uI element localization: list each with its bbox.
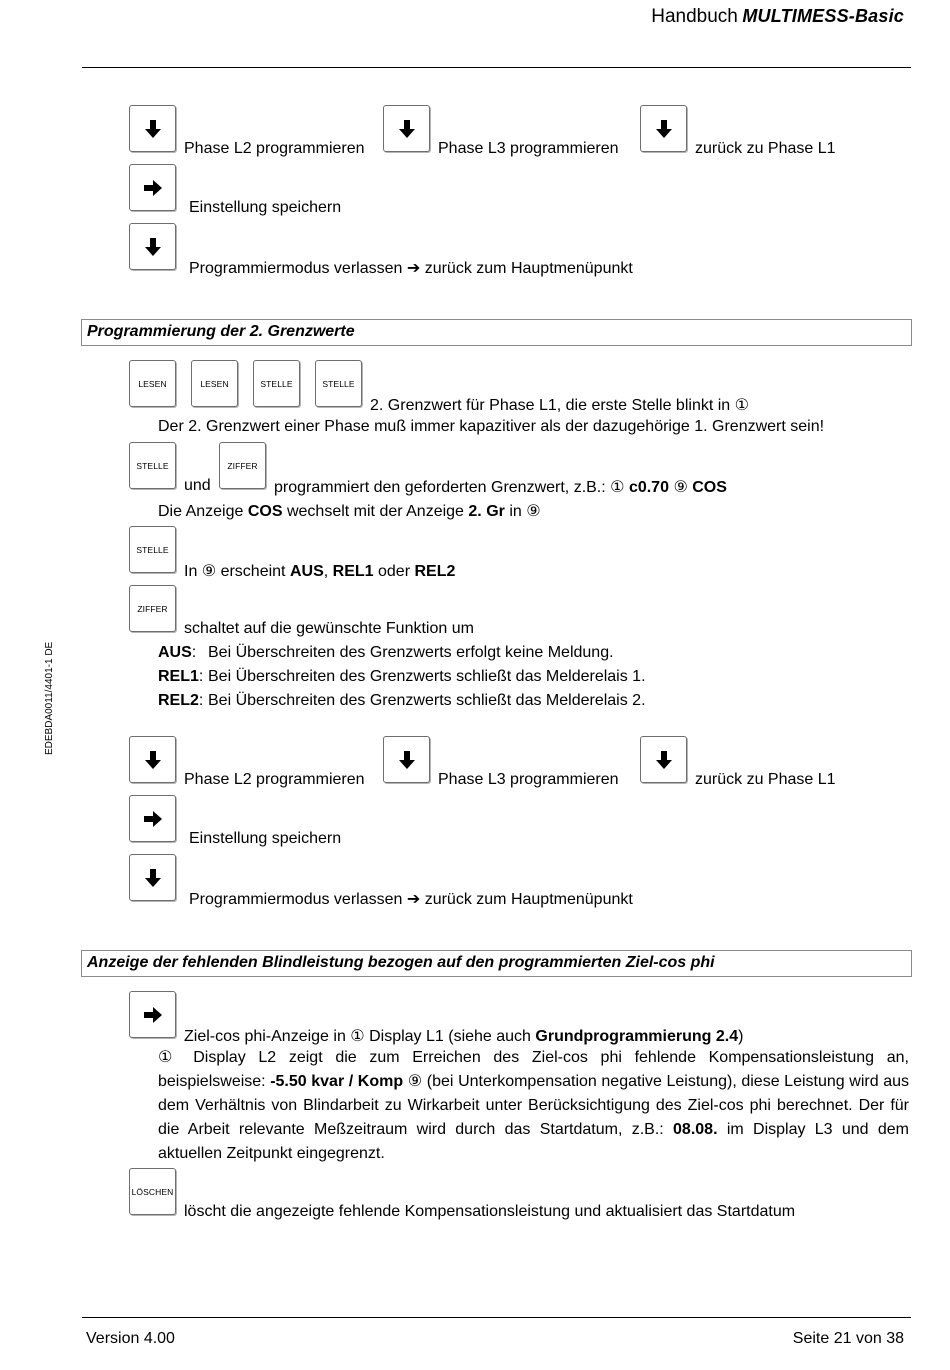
down-arrow-key [129,105,176,152]
document-code: EDEBDA0011/4401-1 DE [44,641,55,755]
save-text: Einstellung speichern [189,830,342,847]
key-label: STELLE [322,378,355,389]
option-rel1 [158,668,203,686]
footer-version: Version 4.00 [86,1330,175,1347]
down-arrow-key [640,105,687,152]
phase-l2-text: Phase L2 programmieren [184,771,365,788]
description-value: -5.50 kvar / Komp [270,1073,404,1090]
description-date: 08.08. [673,1121,718,1138]
program-text [274,477,727,497]
in9-text [184,561,455,581]
section-header [81,319,912,346]
exit-text: Programmiermodus verlassen ➔ zurück zum Hauptmenüpunkt [189,260,633,277]
key-label: STELLE [136,544,169,555]
down-arrow-icon [655,750,673,770]
key-label: LÖSCHEN [131,1186,174,1197]
back-l1-text: zurück zu Phase L1 [695,771,836,788]
right-arrow-key [129,164,176,211]
page-header [651,6,904,28]
stelle-key [315,360,362,407]
key-label: LESEN [138,378,167,389]
program-pre: programmiert den geforderten Grenzwert, z.B.: ① [274,479,625,496]
footer-rule [82,1317,911,1318]
ziel-cos-post: ) [738,1028,744,1045]
down-arrow-key [129,854,176,901]
section-title: Anzeige der fehlenden Blindleistung bezogen auf den programmierten Ziel-cos phi [87,954,715,971]
description-part: ⑨ (bei Unterkompensation negative Leistung), diese Leistung wird aus dem Verhältnis von Blindarbeit zu Wirkarbeit unter Berücksichtigung des Ziel-cos phi berechnet. Der für die Arbeit relevante Meßzeitraum wird durch das Startdatum, z.B.: [158,1073,909,1138]
display-cos: COS [247,503,283,520]
down-arrow-icon [144,119,162,139]
key-label: LESEN [200,378,229,389]
option-rel1-text: Bei Überschreiten des Grenzwerts schließt das Melderelais 1. [208,668,646,685]
option-key: REL2 [158,692,199,709]
in9-pre: In ⑨ erscheint [184,563,286,580]
option-key: AUS [158,644,192,661]
in9-sep: , [323,563,329,580]
option-aus-text: Bei Überschreiten des Grenzwerts erfolgt keine Meldung. [208,644,614,661]
description-part: im Display L3 und dem aktuellen Zeitpunkt eingegrenzt. [158,1121,909,1162]
stelle-key [253,360,300,407]
header-product: MULTIMESS-Basic [742,6,904,26]
header-rule [82,67,911,68]
section-title: Programmierung der 2. Grenzwerte [87,323,355,340]
key-label: STELLE [136,460,169,471]
display-gr: 2. Gr [468,503,505,520]
right-arrow-icon [143,179,163,197]
description-paragraph [158,1046,909,1166]
display-text [158,501,541,521]
phase-l3-text: Phase L3 programmieren [438,771,619,788]
program-mid: ⑨ [673,479,688,496]
in9-aus: AUS [289,563,324,580]
footer-page: Seite 21 von 38 [792,1330,904,1347]
ziel-cos-ref: Grundprogrammierung 2.4 [535,1028,739,1045]
key-label: ZIFFER [137,603,168,614]
down-arrow-icon [144,750,162,770]
option-rel2 [158,692,203,710]
program-value: c0.70 [628,479,669,496]
option-rel2-text: Bei Überschreiten des Grenzwerts schließt das Melderelais 2. [208,692,646,709]
down-arrow-key [129,223,176,270]
rule-text: Der 2. Grenzwert einer Phase muß immer kapazitiver als der dazugehörige 1. Grenzwert sein! [158,418,825,435]
save-text: Einstellung speichern [189,199,342,216]
option-colon: : [191,644,197,661]
option-colon: : [198,668,204,685]
phase-l2-text: Phase L2 programmieren [184,140,365,157]
down-arrow-key [640,736,687,783]
lesen-key [191,360,238,407]
key-label: STELLE [260,378,293,389]
switch-text: schaltet auf die gewünschte Funktion um [184,620,474,637]
right-arrow-icon [143,810,163,828]
ziel-cos-pre: Ziel-cos phi-Anzeige in ① Display L1 (siehe auch [184,1028,531,1045]
down-arrow-icon [144,237,162,257]
section-header [81,950,912,977]
key-label: ZIFFER [227,460,258,471]
delete-text: löscht die angezeigte fehlende Kompensationsleistung und aktualisiert das Startdatum [184,1203,796,1220]
down-arrow-key [383,736,430,783]
ziffer-key [129,585,176,632]
stelle-key [129,526,176,573]
down-arrow-icon [398,119,416,139]
program-cos: COS [692,479,727,496]
l1-blink-text: 2. Grenzwert für Phase L1, die erste Stelle blinkt in ① [370,397,749,414]
option-colon: : [198,692,204,709]
option-aus [158,644,196,662]
ziffer-key [219,442,266,489]
right-arrow-key [129,795,176,842]
in9-rel1: REL1 [332,563,374,580]
down-arrow-icon [398,750,416,770]
exit-text: Programmiermodus verlassen ➔ zurück zum Hauptmenüpunkt [189,891,633,908]
phase-l3-text: Phase L3 programmieren [438,140,619,157]
stelle-key [129,442,176,489]
down-arrow-key [383,105,430,152]
back-l1-text: zurück zu Phase L1 [695,140,836,157]
down-arrow-icon [144,868,162,888]
und-text: und [184,477,211,494]
right-arrow-icon [143,1006,163,1024]
lesen-key [129,360,176,407]
ziel-cos-text [184,1026,743,1046]
down-arrow-icon [655,119,673,139]
in9-or: oder [378,563,411,580]
in9-rel2: REL2 [414,563,456,580]
right-arrow-key [129,991,176,1038]
down-arrow-key [129,736,176,783]
display-pre: Die Anzeige [158,503,244,520]
header-prefix: Handbuch [651,6,738,27]
loeschen-key [129,1168,176,1215]
description-part: ① Display L2 zeigt die zum Erreichen des Ziel-cos phi fehlende Kompensationsleistung an, beispielsweise: [158,1049,909,1090]
display-post: in ⑨ [509,503,541,520]
display-mid: wechselt mit der Anzeige [286,503,464,520]
option-key: REL1 [158,668,199,685]
